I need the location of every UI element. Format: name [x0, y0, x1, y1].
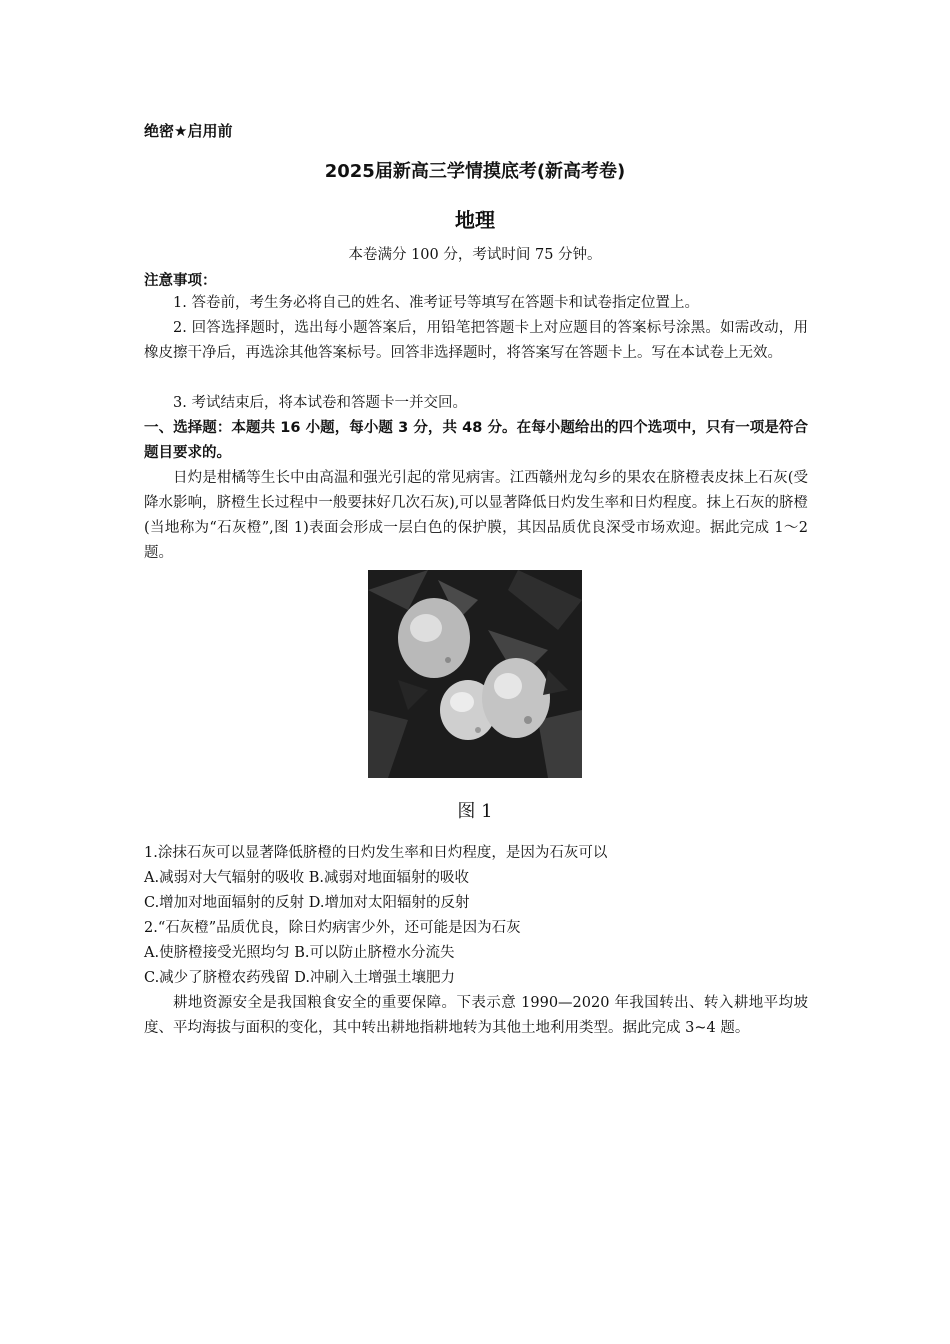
orange-illustration — [368, 570, 582, 778]
figure-caption: 图 1 — [457, 801, 493, 822]
subject-title: 地理 — [455, 208, 495, 232]
question-1-options-cd: C.增加对地面辐射的反射 D.增加对太阳辐射的反射 — [144, 895, 470, 911]
notice-item-2: 2. 回答选择题时，选出每小题答案后，用铅笔把答题卡上对应题目的答案标号涂黑。如需改动，用橡皮擦干净后，再选涂其他答案标号。回答非选择题时，将答案写在答题卡上。写在本试卷上无效。 — [144, 320, 808, 361]
notice-item-3: 3. 考试结束后，将本试卷和答题卡一并交回。 — [173, 395, 467, 411]
question-1-stem: 1.涂抹石灰可以显著降低脐橙的日灼发生率和日灼程度，是因为石灰可以 — [144, 845, 608, 861]
question-2-options-ab: A.使脐橙接受光照均匀 B.可以防止脐橙水分流失 — [144, 945, 455, 961]
exam-title: 2025届新高三学情摸底考(新高考卷) — [324, 161, 626, 182]
passage-2: 耕地资源安全是我国粮食安全的重要保障。下表示意 1990—2020 年我国转出、转入耕地平均坡度、平均海拔与面积的变化，其中转出耕地指耕地转为其他土地利用类型。据此完成 3~4 题。 — [144, 995, 808, 1036]
question-2-options-cd: C.减少了脐橙农药残留 D.冲刷入土增强土壤肥力 — [144, 970, 456, 986]
notice-item-1: 1. 答卷前，考生务必将自己的姓名、准考证号等填写在答题卡和试卷指定位置上。 — [173, 295, 699, 311]
exam-info: 本卷满分 100 分，考试时间 75 分钟。 — [348, 247, 602, 263]
question-1-options-ab: A.减弱对大气辐射的吸收 B.减弱对地面辐射的吸收 — [144, 870, 469, 886]
question-2-stem: 2.“石灰橙”品质优良，除日灼病害少外，还可能是因为石灰 — [144, 920, 521, 936]
navel-orange-photo — [368, 570, 582, 778]
passage-1: 日灼是柑橘等生长中由高温和强光引起的常见病害。江西赣州龙勾乡的果农在脐橙表皮抹上石灰(受降水影响，脐橙生长过程中一般要抹好几次石灰),可以显著降低日灼发生率和日灼程度。抹上石灰的脐橙(当地称为“石灰橙”,图 1)表面会形成一层白色的保护膜，其因品质优良深受市场欢迎。据此完成 1～2 题。 — [144, 470, 808, 561]
notice-heading: 注意事项： — [144, 273, 217, 289]
secret-label: 绝密★启用前 — [144, 122, 233, 140]
section-heading: 一、选择题：本题共 16 小题，每小题 3 分，共 48 分。在每小题给出的四个选项中，只有一项是符合题目要求的。 — [144, 420, 808, 461]
